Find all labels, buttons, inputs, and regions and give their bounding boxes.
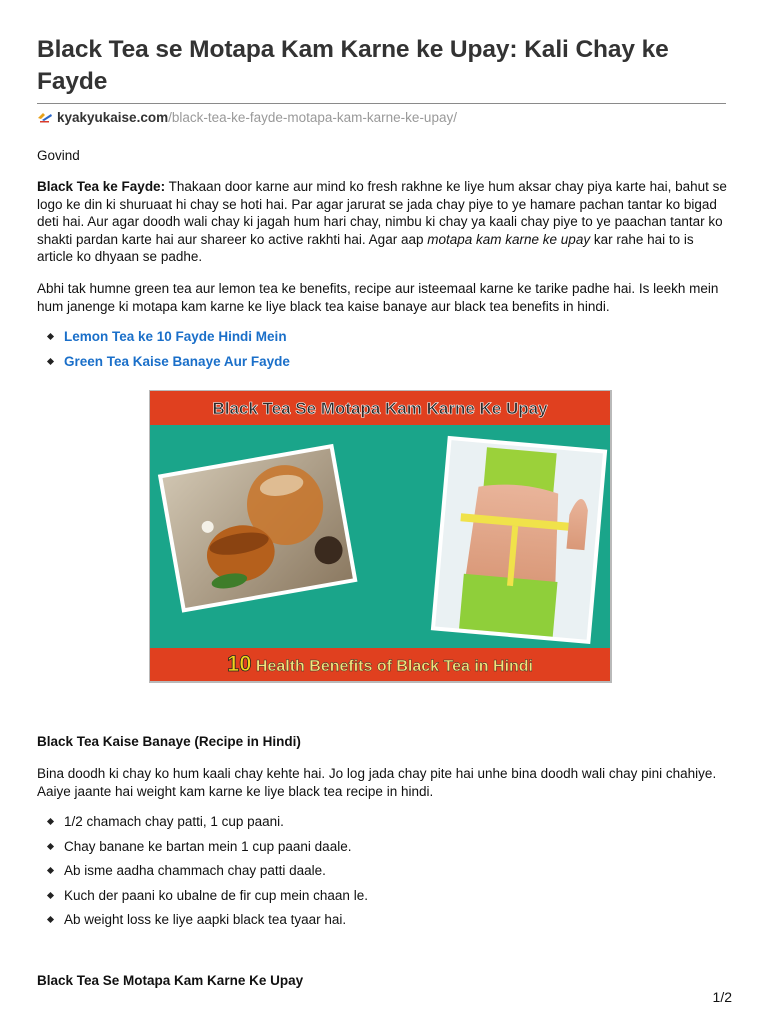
intro-text-1: Thakaan door karne aur mind ko fresh rakhne ke liye hum aksar chay piya karte hai, bahut se logo ke din ki shuruaat hi chay se hoti hai. Par agar jarurat se jada chay piye to ye hamare pachan tantar ko bigad deti hai. Aur agar doodh wali chay ki jagah hum hari chay, nimbu ki chay ya kaali chay piye to ye paachan tantar ko shakti pardan karte hai aur shareer ko active rakhti hai. Agar aap [37,179,727,247]
intro-paragraph [37,178,729,266]
recipe-heading: Black Tea Kaise Banaye (Recipe in Hindi) [37,734,301,749]
list-item [47,328,727,353]
source-site[interactable]: kyakyukaise.com [57,110,169,125]
link-green-tea[interactable]: Green Tea Kaise Banaye Aur Fayde [64,353,290,369]
related-links [47,328,727,377]
site-logo-icon [37,111,53,123]
source-path[interactable]: /black-tea-ke-fayde-motapa-kam-karne-ke-upay/ [168,110,457,125]
recipe-step: Kuch der paani ko ubalne de fir cup mein chaan le. [64,887,368,903]
banner-bottom-text: Health Benefits of Black Tea in Hindi [251,658,534,675]
list-item [47,887,727,912]
bullet-diamond-icon [47,891,54,898]
list-item [47,813,727,838]
intro-text-2: kar rahe hai to is article ko dhyaan se padhe. [37,231,694,265]
page-title: Black Tea se Motapa Kam Karne ke Upay: Kali Chay ke Fayde [37,36,669,95]
list-item [47,353,727,378]
recipe-step: Ab isme aadha chammach chay patti daale. [64,863,326,878]
article [37,34,727,98]
recipe-step: Ab weight loss ke liye aapki black tea tyaar hai. [64,912,347,927]
list-item [47,838,727,863]
bullet-diamond-icon [47,333,54,340]
list-item [47,911,727,936]
bullet-diamond-icon [47,842,54,849]
link-lemon-tea[interactable]: Lemon Tea ke 10 Fayde Hindi Mein [64,329,287,344]
bullet-diamond-icon [47,916,54,923]
paragraph-2: Abhi tak humne green tea aur lemon tea ke benefits, recipe aur isteemaal karne ke tarike padhe hai. Is leekh mein hum janenge ki motapa kam karne ke liye black tea kaise banaye aur black tea benefits in hindi. [37,281,719,314]
intro-lead: Black Tea ke Fayde: [37,179,166,194]
bullet-diamond-icon [47,357,54,364]
bullet-diamond-icon [47,818,54,825]
source-line[interactable] [37,109,457,127]
recipe-step: Chay banane ke bartan mein 1 cup paani daale. [64,838,352,854]
next-section-heading: Black Tea Se Motapa Kam Karne Ke Upay [37,973,304,988]
banner-bottom-number: 10 [226,651,252,676]
bullet-diamond-icon [47,867,54,874]
recipe-step: 1/2 chamach chay patti, 1 cup paani. [64,814,284,829]
list-item [47,862,727,887]
recipe-steps [47,813,727,936]
banner-top-text: Black Tea Se Motapa Kam Karne Ke Upay [212,399,548,418]
intro-emphasis: motapa kam karne ke upay [427,231,591,247]
article-banner-image [149,390,612,683]
author: Govind [37,148,80,163]
title-divider [37,103,726,104]
recipe-intro: Bina doodh ki chay ko hum kaali chay kehte hai. Jo log jada chay pite hai unhe bina doodh wali chay pini chahiye. Aaiye jaante hai weight kam karne ke liye black tea recipe in hindi. [37,766,717,799]
page-number: 1/2 [712,989,732,1005]
